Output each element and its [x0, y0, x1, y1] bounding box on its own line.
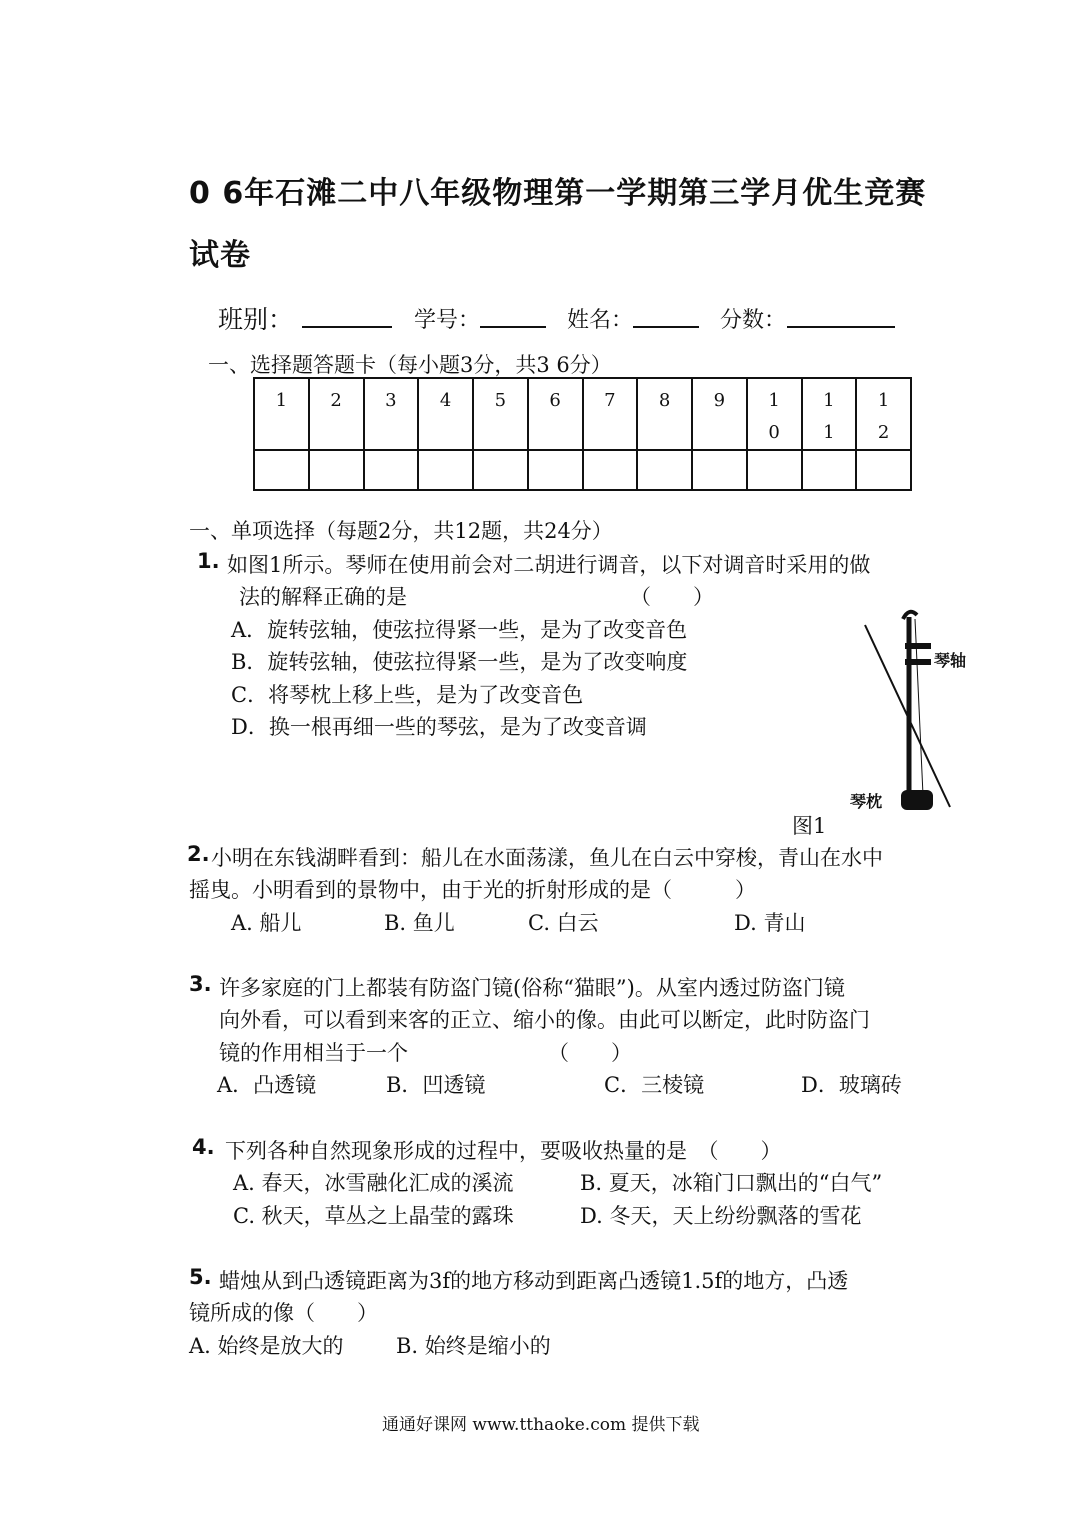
q3-text: 许多家庭的门上都装有防盗门镜(俗称“猫眼”)。从室内透过防盗门镜 — [219, 976, 845, 1000]
answer-card-number-cell — [254, 378, 309, 450]
q3-option-d[interactable]: D．玻璃砖 — [801, 1073, 902, 1097]
answer-card-answer-cell[interactable] — [528, 450, 583, 490]
q2-text-cont: 摇曳。小明看到的景物中，由于光的折射形成的是（ ） — [189, 878, 756, 902]
answer-card-number: 4 — [439, 390, 452, 411]
score-label: 分数： — [720, 308, 787, 333]
answer-card-number-cell — [364, 378, 419, 450]
q4-option-d[interactable]: D. 冬天，天上纷纷飘落的雪花 — [580, 1204, 862, 1228]
q2-text: 小明在东钱湖畔看到：船儿在水面荡漾，鱼儿在白云中穿梭，青山在水中 — [211, 846, 883, 870]
q1-text-cont: 法的解释正确的是 — [239, 585, 407, 609]
score-blank[interactable] — [787, 326, 895, 328]
erhu-figure — [845, 605, 985, 820]
answer-card-answer-cell[interactable] — [637, 450, 692, 490]
answer-card-number-cell — [747, 378, 802, 450]
q1-option-d[interactable]: D．换一根再细一些的琴弦，是为了改变音调 — [231, 715, 647, 739]
q5-number: 5. — [189, 1265, 212, 1289]
q3-answer-paren: （ ） — [548, 1041, 632, 1065]
name-label: 姓名： — [567, 308, 634, 333]
class-blank[interactable] — [302, 326, 392, 328]
q5-option-b[interactable]: B. 始终是缩小的 — [396, 1334, 551, 1358]
answer-card-answer-cell[interactable] — [802, 450, 857, 490]
answer-card-number: 5 — [494, 390, 507, 411]
tuning-peg-1 — [905, 643, 931, 649]
answer-card-number: 8 — [658, 390, 671, 411]
answer-card-answer-cell[interactable] — [583, 450, 638, 490]
q4-option-b[interactable]: B. 夏天，冰箱门口飘出的“白气” — [580, 1171, 883, 1195]
answer-card-number-cell — [583, 378, 638, 450]
answer-card-number: 2 — [330, 390, 342, 411]
q4-option-c[interactable]: C. 秋天，草丛之上晶莹的露珠 — [233, 1204, 514, 1228]
answer-card-number-cell — [802, 378, 857, 450]
q1-answer-paren: （ ） — [630, 585, 714, 609]
class-label: 班别： — [218, 305, 294, 334]
answer-card-answer-cell[interactable] — [692, 450, 747, 490]
answer-card-table — [253, 377, 912, 491]
erhu-body — [901, 790, 933, 810]
answer-card-number: 9 — [713, 390, 726, 411]
answer-card-number: 3 — [385, 390, 397, 411]
q4-text: 下列各种自然现象形成的过程中，要吸收热量的是 （ ） — [225, 1139, 782, 1163]
q4-option-a[interactable]: A. 春天，冰雪融化汇成的溪流 — [233, 1171, 514, 1195]
page-title-continued: 试卷 — [189, 238, 251, 273]
answer-card-number: 2 — [877, 422, 890, 443]
q5-option-a[interactable]: A. 始终是放大的 — [189, 1334, 344, 1358]
page-title: 0 6年石滩二中八年级物理第一学期第三学月优生竞赛 — [189, 176, 927, 211]
q5-text-cont: 镜所成的像（ ） — [189, 1301, 378, 1325]
q3-option-a[interactable]: A．凸透镜 — [217, 1073, 317, 1097]
figure-label-bridge: 琴枕 — [850, 792, 883, 811]
q3-option-b[interactable]: B．凹透镜 — [386, 1073, 486, 1097]
figure-label-tuning-peg: 琴轴 — [934, 651, 967, 670]
answer-card-answer-cell[interactable] — [254, 450, 309, 490]
name-blank[interactable] — [633, 326, 699, 328]
answer-card-answer-cell[interactable] — [418, 450, 473, 490]
answer-card-number-cell — [692, 378, 747, 450]
answer-card-number: 1 — [768, 390, 780, 411]
answer-card-number: 6 — [549, 390, 561, 411]
answer-card-answer-cell[interactable] — [364, 450, 419, 490]
answer-card-number: 1 — [275, 390, 288, 411]
q1-text: 如图1所示。琴师在使用前会对二胡进行调音，以下对调音时采用的做 — [227, 553, 871, 577]
answer-card-answer-cell[interactable] — [309, 450, 364, 490]
q2-option-d[interactable]: D. 青山 — [734, 911, 806, 935]
answer-card-answer-cell[interactable] — [856, 450, 911, 490]
q1-option-c[interactable]: C．将琴枕上移上些，是为了改变音色 — [231, 683, 584, 707]
answer-card-number: 0 — [768, 422, 780, 443]
student-id-blank[interactable] — [480, 326, 546, 328]
q1-number: 1. — [197, 549, 220, 573]
answer-card-answer-cell[interactable] — [473, 450, 528, 490]
answer-card-number-cell — [637, 378, 692, 450]
answer-card-number-cell — [309, 378, 364, 450]
tuning-peg-2 — [905, 659, 931, 665]
q4-number: 4. — [192, 1135, 215, 1159]
answer-card-number: 1 — [823, 422, 835, 443]
answer-card-number: 7 — [604, 390, 616, 411]
q2-option-c[interactable]: C. 白云 — [528, 911, 599, 935]
answer-card-answer-cell[interactable] — [747, 450, 802, 490]
q1-option-a[interactable]: A．旋转弦轴，使弦拉得紧一些，是为了改变音色 — [231, 618, 688, 642]
q2-number: 2. — [187, 842, 210, 866]
footer-download-note: 通通好课网 www.tthaoke.com 提供下载 — [382, 1415, 700, 1435]
answer-card-number: 1 — [823, 390, 835, 411]
q5-text: 蜡烛从到凸透镜距离为3f的地方移动到距离凸透镜1.5f的地方，凸透 — [219, 1269, 849, 1293]
answer-card-number-cell — [528, 378, 583, 450]
answer-card-heading: 一、选择题答题卡（每小题3分，共3 6分） — [208, 353, 612, 377]
answer-card-number-cell — [856, 378, 911, 450]
q3-number: 3. — [189, 972, 212, 996]
figure-caption: 图1 — [792, 814, 827, 838]
answer-card-number: 1 — [877, 390, 890, 411]
section-heading: 一、单项选择（每题2分，共12题，共24分） — [189, 519, 613, 543]
answer-card-number-cell — [473, 378, 528, 450]
q1-option-b[interactable]: B．旋转弦轴，使弦拉得紧一些，是为了改变响度 — [231, 650, 688, 674]
q3-text-cont: 向外看，可以看到来客的正立、缩小的像。由此可以断定，此时防盗门 — [219, 1008, 870, 1032]
q2-option-b[interactable]: B. 鱼儿 — [384, 911, 455, 935]
q3-option-c[interactable]: C．三棱镜 — [604, 1073, 705, 1097]
answer-card-number-cell — [418, 378, 473, 450]
q3-text-cont-2: 镜的作用相当于一个 — [219, 1041, 408, 1065]
q2-option-a[interactable]: A. 船儿 — [231, 911, 302, 935]
student-id-label: 学号： — [414, 308, 481, 333]
